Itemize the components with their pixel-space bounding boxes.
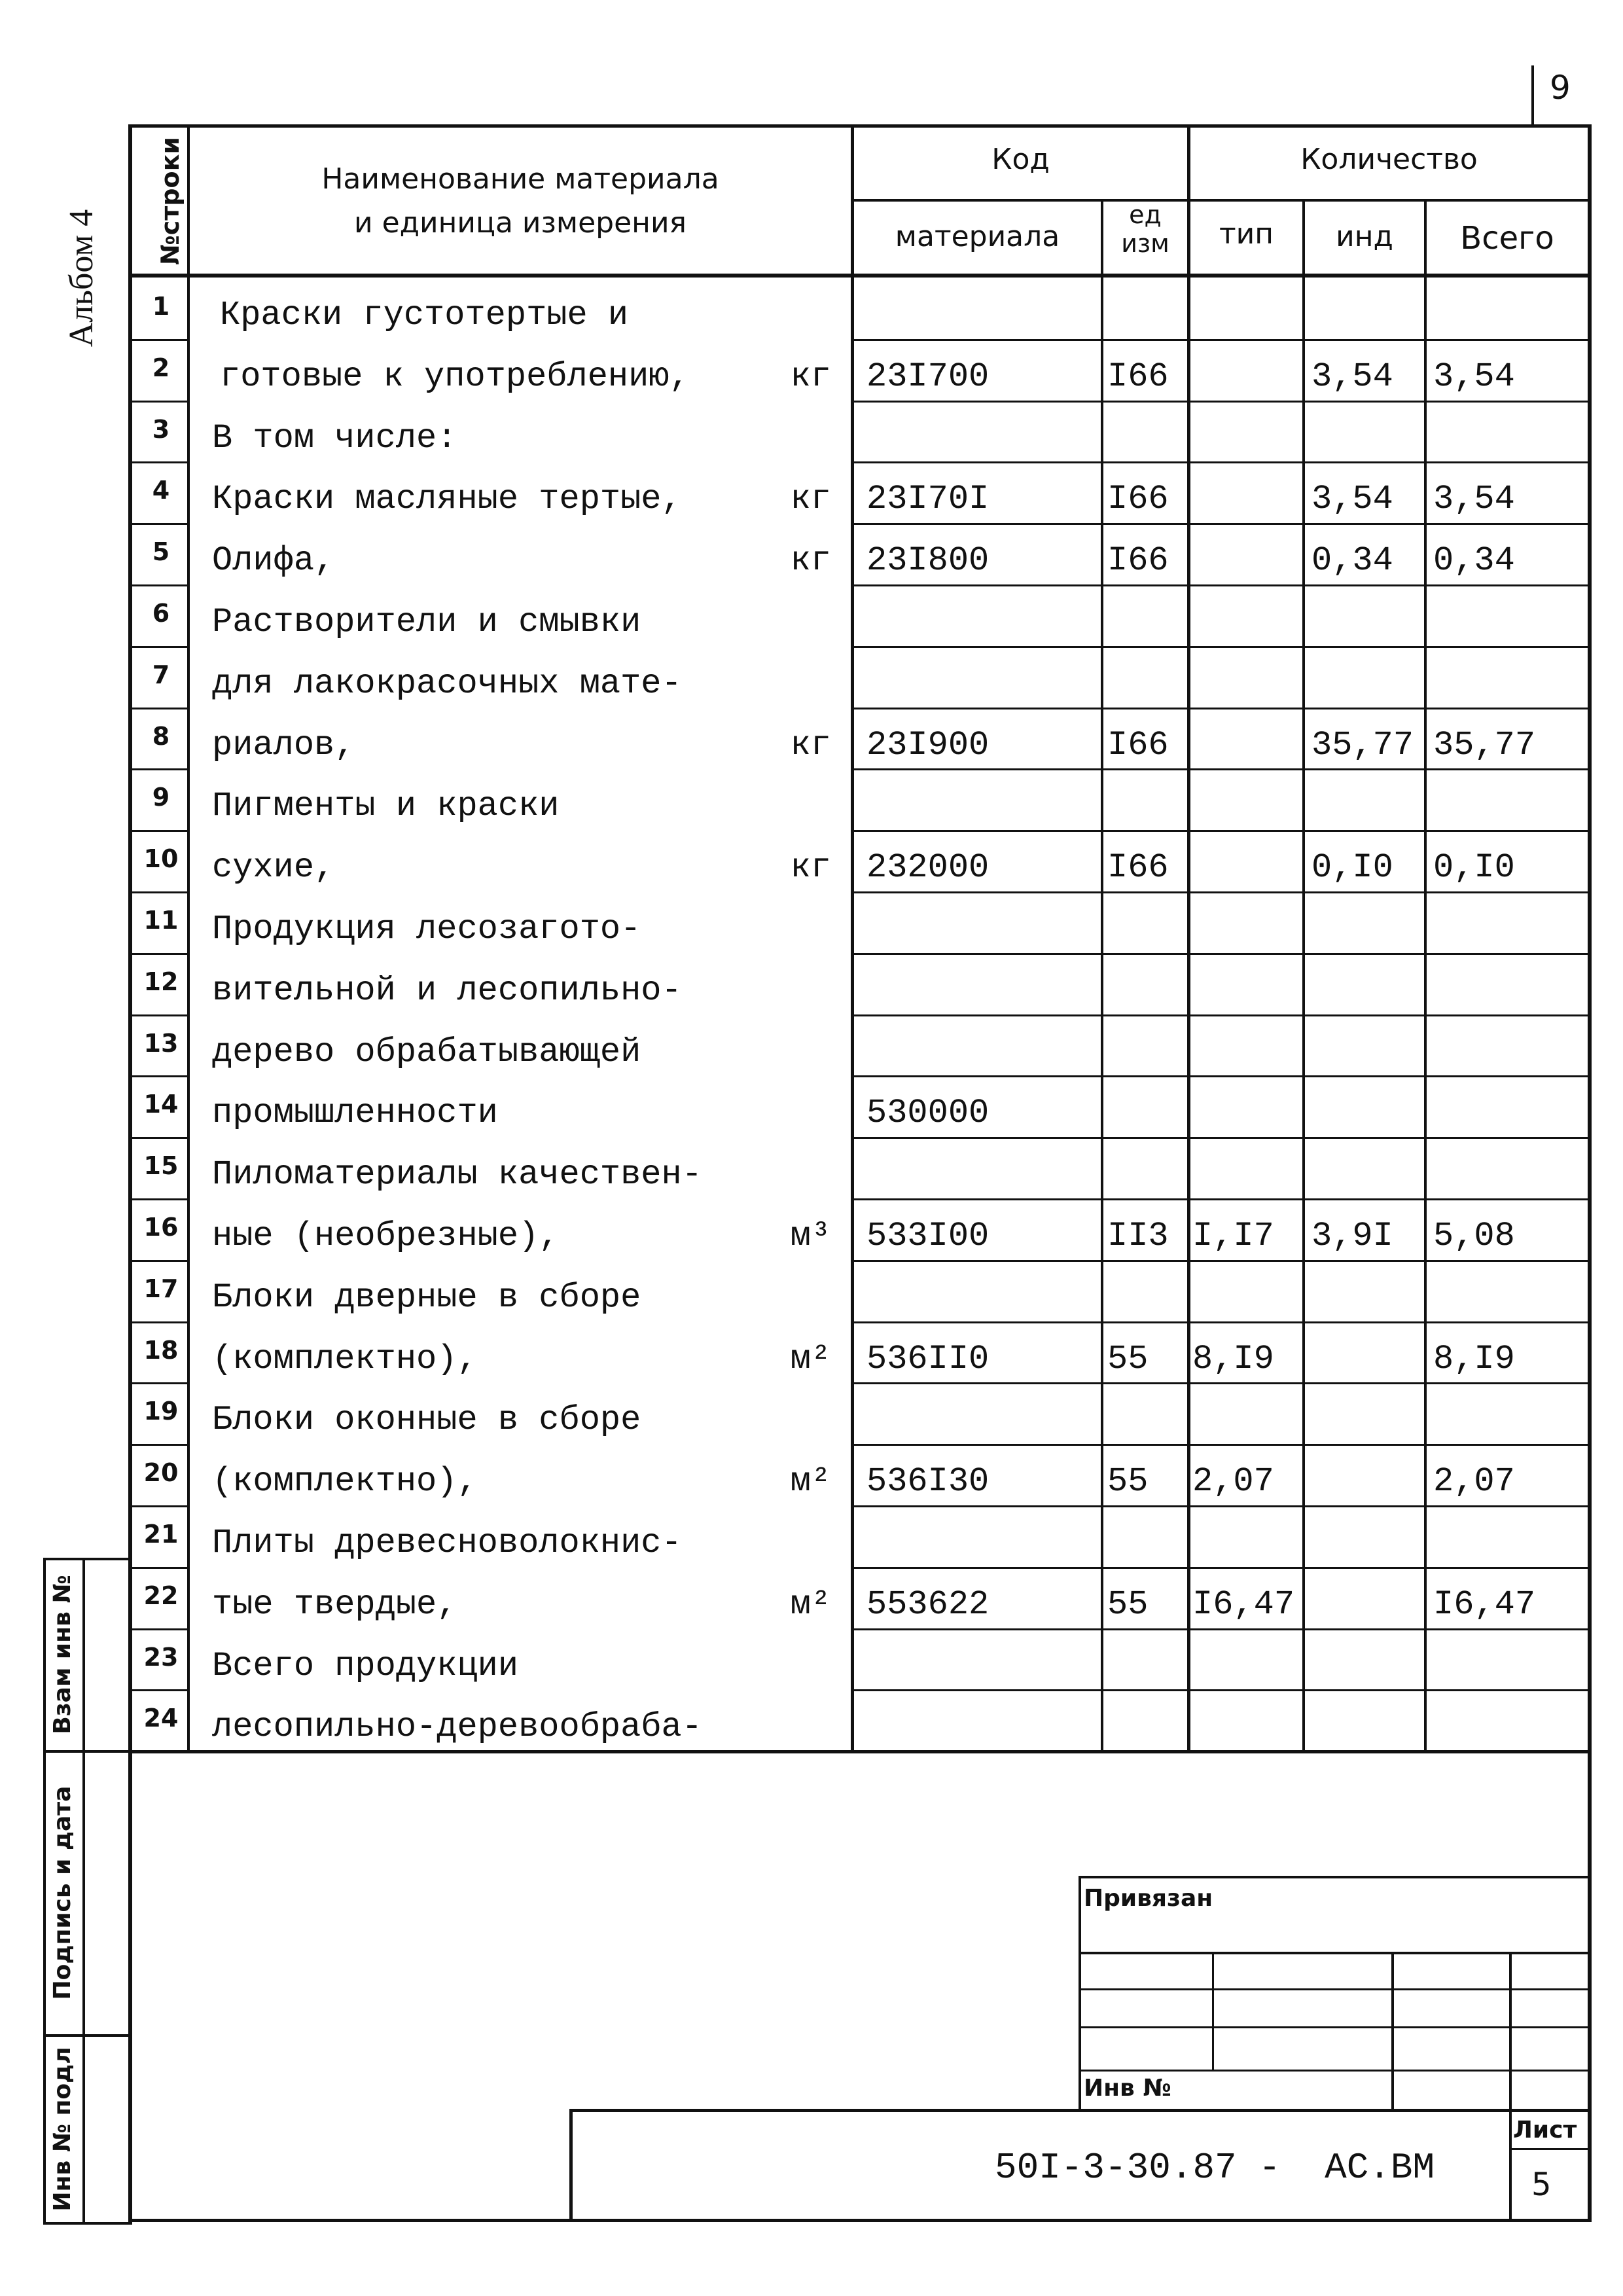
row-ind: 35,77 xyxy=(1311,726,1414,764)
inv-no-label: Инв № xyxy=(1084,2075,1171,2102)
row-separator xyxy=(851,708,1592,709)
row-tip: I6,47 xyxy=(1192,1585,1295,1624)
row-separator xyxy=(851,830,1592,832)
row-unit: м³ xyxy=(790,1217,831,1255)
row-total: 8,I9 xyxy=(1433,1340,1515,1378)
row-code: 536I30 xyxy=(866,1462,990,1501)
row-separator xyxy=(851,953,1592,955)
header-tip: тип xyxy=(1219,217,1274,251)
row-total: 3,54 xyxy=(1433,480,1515,518)
row-number: 4 xyxy=(152,476,170,505)
row-separator xyxy=(851,768,1592,770)
row-unit: м² xyxy=(790,1340,831,1378)
privyazan-label: Привязан xyxy=(1084,1885,1213,1912)
row-unit-code: 55 xyxy=(1107,1340,1149,1378)
side-vzam-label: Взам инв № xyxy=(49,1575,76,1734)
row-number: 13 xyxy=(143,1029,179,1058)
row-separator xyxy=(128,708,190,709)
row-unit-code: 55 xyxy=(1107,1585,1149,1624)
row-separator xyxy=(128,1321,190,1323)
row-name: Пигменты и краски xyxy=(212,787,560,825)
row-unit-code: I66 xyxy=(1107,480,1169,518)
row-number: 18 xyxy=(143,1336,179,1365)
row-name: лесопильно-деревообраба- xyxy=(212,1708,702,1746)
side-podpis-label: Подпись и дата xyxy=(49,1785,76,2000)
row-separator xyxy=(128,1689,190,1691)
row-total: 0,I0 xyxy=(1433,848,1515,887)
row-total: 0,34 xyxy=(1433,541,1515,580)
row-number: 19 xyxy=(143,1397,179,1426)
row-unit-code: 55 xyxy=(1107,1462,1149,1501)
row-number: 10 xyxy=(143,844,179,873)
row-separator xyxy=(851,1689,1592,1691)
row-name: Пиломатериалы качествен- xyxy=(212,1155,702,1194)
row-unit: м² xyxy=(790,1585,831,1624)
row-unit-code: I66 xyxy=(1107,541,1169,580)
row-code: 530000 xyxy=(866,1094,990,1132)
row-separator xyxy=(851,1014,1592,1016)
row-name: вительной и лесопильно- xyxy=(212,971,682,1010)
row-number: 14 xyxy=(143,1090,179,1119)
row-total: 35,77 xyxy=(1433,726,1536,764)
row-separator xyxy=(851,1505,1592,1507)
row-separator xyxy=(851,1260,1592,1262)
row-separator xyxy=(128,1260,190,1262)
row-name: дерево обрабатывающей xyxy=(212,1033,641,1071)
row-unit: кг xyxy=(790,848,831,887)
row-separator xyxy=(851,891,1592,893)
row-total: 3,54 xyxy=(1433,357,1515,396)
row-unit-code: I66 xyxy=(1107,848,1169,887)
header-row-number: №строки xyxy=(156,137,185,265)
row-name: тые твердые, xyxy=(212,1585,457,1624)
row-separator xyxy=(851,1444,1592,1446)
row-separator xyxy=(128,1567,190,1569)
row-name: Краски густотертые и xyxy=(220,296,629,334)
row-name: (комплектно), xyxy=(212,1462,478,1501)
row-separator xyxy=(128,339,190,341)
page-number: 9 xyxy=(1550,69,1571,107)
row-separator xyxy=(128,830,190,832)
row-name: Плиты древесноволокнис- xyxy=(212,1524,682,1562)
row-number: 22 xyxy=(143,1581,179,1610)
row-number: 5 xyxy=(152,537,170,566)
row-name: сухие, xyxy=(212,848,335,887)
row-number: 1 xyxy=(152,292,170,321)
row-code: 23I700 xyxy=(866,357,990,396)
row-separator xyxy=(128,953,190,955)
row-separator xyxy=(128,1628,190,1630)
row-tip: 8,I9 xyxy=(1192,1340,1274,1378)
row-separator xyxy=(128,1505,190,1507)
row-name: Растворители и смывки xyxy=(212,603,641,641)
row-total: 5,08 xyxy=(1433,1217,1515,1255)
row-name: промышленности xyxy=(212,1094,498,1132)
row-code: 536II0 xyxy=(866,1340,990,1378)
header-unit-line1: ед xyxy=(1129,200,1162,229)
row-number: 6 xyxy=(152,599,170,628)
row-number: 11 xyxy=(143,906,179,935)
row-separator xyxy=(851,461,1592,463)
row-name: Продукция лесозаготo- xyxy=(212,910,641,948)
row-unit: кг xyxy=(790,357,831,396)
row-ind: 0,34 xyxy=(1311,541,1393,580)
row-name: ные (необрезные), xyxy=(212,1217,560,1255)
row-name: Краски масляные тертые, xyxy=(212,480,682,518)
row-unit-code: II3 xyxy=(1107,1217,1169,1255)
row-tip: 2,07 xyxy=(1192,1462,1274,1501)
document-code: 50I-3-30.87 - АС.ВМ xyxy=(995,2147,1435,2189)
row-separator xyxy=(851,1382,1592,1384)
row-unit: кг xyxy=(790,541,831,580)
header-name-line1: Наименование материала xyxy=(321,162,719,196)
row-code: 533I00 xyxy=(866,1217,990,1255)
row-name: (комплектно), xyxy=(212,1340,478,1378)
row-separator xyxy=(851,339,1592,341)
row-ind: 3,54 xyxy=(1311,357,1393,396)
row-ind: 3,54 xyxy=(1311,480,1393,518)
row-ind: 0,I0 xyxy=(1311,848,1393,887)
row-separator xyxy=(128,1075,190,1077)
row-code: 23I900 xyxy=(866,726,990,764)
row-name: Олифа, xyxy=(212,541,335,580)
row-unit: м² xyxy=(790,1462,831,1501)
header-unit-line2: изм xyxy=(1121,229,1169,258)
header-code: Код xyxy=(991,143,1050,176)
header-material: материала xyxy=(895,220,1060,253)
row-separator xyxy=(128,646,190,648)
album-label: Альбом 4 xyxy=(63,209,100,348)
row-number: 12 xyxy=(143,967,179,996)
row-code: 23I800 xyxy=(866,541,990,580)
row-separator xyxy=(128,1137,190,1139)
header-ind: инд xyxy=(1336,220,1393,253)
row-total: I6,47 xyxy=(1433,1585,1536,1624)
row-separator xyxy=(851,1075,1592,1077)
row-number: 23 xyxy=(143,1643,179,1672)
row-separator xyxy=(851,523,1592,525)
row-number: 15 xyxy=(143,1151,179,1180)
row-separator xyxy=(851,1321,1592,1323)
row-name: для лакокрасочных мате- xyxy=(212,664,682,703)
row-number: 16 xyxy=(143,1213,179,1242)
row-separator xyxy=(128,1014,190,1016)
header-unit xyxy=(1103,200,1187,258)
side-inv-podl-label: Инв № подл xyxy=(49,2047,76,2212)
row-separator xyxy=(128,401,190,403)
page-number-divider xyxy=(1531,65,1534,124)
row-name: риалов, xyxy=(212,726,355,764)
row-number: 17 xyxy=(143,1274,179,1303)
row-separator xyxy=(128,768,190,770)
row-name: Блоки оконные в сборе xyxy=(212,1401,641,1439)
header-name-line2: и единица измерения xyxy=(353,206,687,240)
row-separator xyxy=(851,1628,1592,1630)
row-unit: кг xyxy=(790,726,831,764)
row-separator xyxy=(851,584,1592,586)
header-quantity: Количество xyxy=(1300,143,1478,176)
row-unit-code: I66 xyxy=(1107,726,1169,764)
sheet-number: 5 xyxy=(1531,2166,1552,2203)
row-separator xyxy=(128,1444,190,1446)
row-number: 3 xyxy=(152,415,170,444)
row-name: готовые к употреблению, xyxy=(220,357,690,396)
row-name: Блоки дверные в сборе xyxy=(212,1278,641,1317)
row-separator xyxy=(128,1198,190,1200)
row-tip: I,I7 xyxy=(1192,1217,1274,1255)
row-number: 20 xyxy=(143,1458,179,1487)
row-unit-code: I66 xyxy=(1107,357,1169,396)
row-separator xyxy=(128,523,190,525)
row-unit: кг xyxy=(790,480,831,518)
row-number: 2 xyxy=(152,353,170,382)
row-code: 553622 xyxy=(866,1585,990,1624)
row-number: 24 xyxy=(143,1704,179,1732)
row-code: 232000 xyxy=(866,848,990,887)
row-name: Всего продукции xyxy=(212,1647,519,1685)
row-ind: 3,9I xyxy=(1311,1217,1393,1255)
row-name: В том числе: xyxy=(212,419,457,457)
row-separator xyxy=(128,584,190,586)
row-total: 2,07 xyxy=(1433,1462,1515,1501)
row-separator xyxy=(128,1382,190,1384)
row-code: 23I70I xyxy=(866,480,990,518)
row-number: 9 xyxy=(152,783,170,812)
row-number: 8 xyxy=(152,722,170,751)
row-separator xyxy=(128,891,190,893)
row-separator xyxy=(851,646,1592,648)
row-number: 7 xyxy=(152,660,170,689)
row-separator xyxy=(128,461,190,463)
row-separator xyxy=(851,1198,1592,1200)
row-separator xyxy=(851,1567,1592,1569)
row-separator xyxy=(851,401,1592,403)
row-number: 21 xyxy=(143,1520,179,1549)
row-separator xyxy=(851,1137,1592,1139)
header-total: Всего xyxy=(1460,220,1554,257)
sheet-label: Лист xyxy=(1513,2117,1577,2144)
